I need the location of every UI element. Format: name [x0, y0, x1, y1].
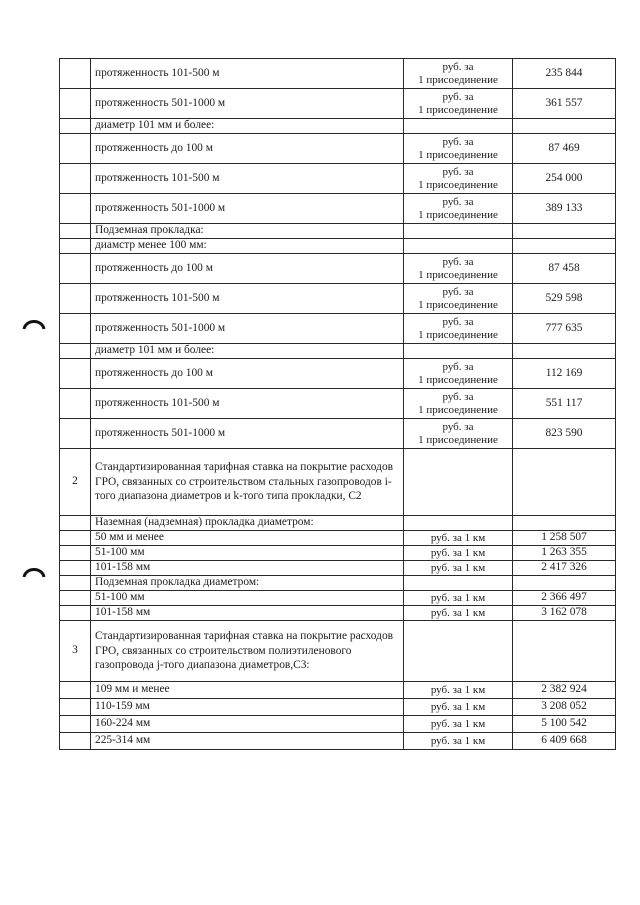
- table-row: [60, 89, 616, 119]
- row-number-cell: [60, 576, 91, 591]
- table-row: [60, 359, 616, 389]
- unit-cell: руб. за 1 присоединение: [404, 254, 513, 284]
- row-label: протяженность до 100 м: [91, 254, 404, 284]
- unit-cell: [404, 449, 513, 516]
- table-row: [60, 194, 616, 224]
- rate-value: 254 000: [513, 164, 616, 194]
- row-number-cell: [60, 284, 91, 314]
- row-number-cell: [60, 546, 91, 561]
- unit-cell: руб. за 1 присоединение: [404, 314, 513, 344]
- table-row: [60, 134, 616, 164]
- row-number-cell: [60, 561, 91, 576]
- rate-value: [513, 224, 616, 239]
- row-label: протяженность до 100 м: [91, 134, 404, 164]
- rate-value: [513, 621, 616, 682]
- row-number-cell: [60, 699, 91, 716]
- subheading-label: Подземная прокладка:: [91, 224, 404, 239]
- table-subheading-row: [60, 576, 616, 591]
- rate-value: 6 409 668: [513, 733, 616, 750]
- unit-cell: руб. за 1 км: [404, 546, 513, 561]
- row-number-cell: [60, 606, 91, 621]
- row-label: протяженность 101-500 м: [91, 59, 404, 89]
- unit-cell: руб. за 1 присоединение: [404, 164, 513, 194]
- subheading-label: Подземная прокладка диаметром:: [91, 576, 404, 591]
- row-number-cell: [60, 516, 91, 531]
- rate-value: 823 590: [513, 419, 616, 449]
- rate-value: 5 100 542: [513, 716, 616, 733]
- row-label: 225-314 мм: [91, 733, 404, 750]
- row-label: протяженность 101-500 м: [91, 389, 404, 419]
- row-number-cell: [60, 164, 91, 194]
- row-number-cell: [60, 591, 91, 606]
- unit-cell: [404, 516, 513, 531]
- unit-cell: руб. за 1 присоединение: [404, 59, 513, 89]
- tariff-table: [59, 58, 616, 750]
- unit-cell: руб. за 1 км: [404, 531, 513, 546]
- row-number-cell: [60, 134, 91, 164]
- section-3-header-row: [60, 621, 616, 682]
- unit-cell: [404, 239, 513, 254]
- table-row: [60, 164, 616, 194]
- unit-cell: руб. за 1 присоединение: [404, 89, 513, 119]
- rate-value: 1 263 355: [513, 546, 616, 561]
- row-number-cell: [60, 194, 91, 224]
- rate-value: 361 557: [513, 89, 616, 119]
- rate-value: 2 417 326: [513, 561, 616, 576]
- table-row: [60, 59, 616, 89]
- row-label: 51-100 мм: [91, 591, 404, 606]
- section-title: Стандартизированная тарифная ставка на покрытие расходов ГРО, связанных со строительством стальных газопроводов i-того диапазона диаметров и k-того типа прокладки, С2: [91, 449, 404, 516]
- rate-value: 112 169: [513, 359, 616, 389]
- binder-hole-mark-bottom: [22, 564, 46, 578]
- unit-cell: [404, 576, 513, 591]
- row-number-cell: [60, 733, 91, 750]
- table-subheading-row: [60, 239, 616, 254]
- rate-value: 529 598: [513, 284, 616, 314]
- table-row: [60, 682, 616, 699]
- row-number-cell: [60, 682, 91, 699]
- unit-cell: руб. за 1 присоединение: [404, 419, 513, 449]
- unit-cell: руб. за 1 присоединение: [404, 359, 513, 389]
- table-subheading-row: [60, 224, 616, 239]
- unit-cell: руб. за 1 км: [404, 591, 513, 606]
- row-label: протяженность 501-1000 м: [91, 419, 404, 449]
- row-label: 109 мм и менее: [91, 682, 404, 699]
- unit-cell: руб. за 1 присоединение: [404, 284, 513, 314]
- rate-value: 389 133: [513, 194, 616, 224]
- rate-value: 551 117: [513, 389, 616, 419]
- table-subheading-row: [60, 516, 616, 531]
- unit-cell: руб. за 1 км: [404, 699, 513, 716]
- binder-hole-mark-top: [22, 316, 46, 330]
- unit-cell: руб. за 1 км: [404, 606, 513, 621]
- row-number-cell: [60, 314, 91, 344]
- table-row: [60, 561, 616, 576]
- subheading-label: диаметр 101 мм и более:: [91, 119, 404, 134]
- table-row: [60, 606, 616, 621]
- table-row: [60, 284, 616, 314]
- row-label: протяженность 501-1000 м: [91, 314, 404, 344]
- row-label: 160-224 мм: [91, 716, 404, 733]
- unit-cell: [404, 344, 513, 359]
- rate-value: [513, 449, 616, 516]
- rate-value: 87 469: [513, 134, 616, 164]
- table-row: [60, 419, 616, 449]
- row-label: протяженность 501-1000 м: [91, 194, 404, 224]
- rate-value: [513, 239, 616, 254]
- section-number: 2: [60, 449, 91, 516]
- unit-cell: руб. за 1 присоединение: [404, 134, 513, 164]
- unit-cell: руб. за 1 км: [404, 682, 513, 699]
- row-number-cell: [60, 224, 91, 239]
- rate-value: 3 162 078: [513, 606, 616, 621]
- row-label: 50 мм и менее: [91, 531, 404, 546]
- row-number-cell: [60, 359, 91, 389]
- rate-value: [513, 576, 616, 591]
- rate-value: 87 458: [513, 254, 616, 284]
- table-subheading-row: [60, 344, 616, 359]
- row-number-cell: [60, 89, 91, 119]
- rate-value: 1 258 507: [513, 531, 616, 546]
- row-number-cell: [60, 119, 91, 134]
- table-row: [60, 389, 616, 419]
- table-row: [60, 591, 616, 606]
- table-row: [60, 546, 616, 561]
- row-number-cell: [60, 716, 91, 733]
- subheading-label: диаметр 101 мм и более:: [91, 344, 404, 359]
- row-label: протяженность 501-1000 м: [91, 89, 404, 119]
- table-subheading-row: [60, 119, 616, 134]
- unit-cell: руб. за 1 км: [404, 733, 513, 750]
- subheading-label: диамстр менее 100 мм:: [91, 239, 404, 254]
- rate-value: 235 844: [513, 59, 616, 89]
- row-label: 51-100 мм: [91, 546, 404, 561]
- rate-value: 2 382 924: [513, 682, 616, 699]
- rate-value: 777 635: [513, 314, 616, 344]
- rate-value: 3 208 052: [513, 699, 616, 716]
- unit-cell: [404, 621, 513, 682]
- row-label: протяженность 101-500 м: [91, 164, 404, 194]
- row-number-cell: [60, 419, 91, 449]
- unit-cell: [404, 119, 513, 134]
- table-row: [60, 733, 616, 750]
- row-number-cell: [60, 531, 91, 546]
- table-row: [60, 314, 616, 344]
- section-2-header-row: [60, 449, 616, 516]
- row-number-cell: [60, 254, 91, 284]
- rate-value: [513, 119, 616, 134]
- row-number-cell: [60, 59, 91, 89]
- subheading-label: Наземная (надземная) прокладка диаметром:: [91, 516, 404, 531]
- unit-cell: руб. за 1 км: [404, 716, 513, 733]
- row-number-cell: [60, 344, 91, 359]
- unit-cell: руб. за 1 присоединение: [404, 194, 513, 224]
- rate-value: 2 366 497: [513, 591, 616, 606]
- rate-value: [513, 344, 616, 359]
- table-row: [60, 699, 616, 716]
- table-row: [60, 254, 616, 284]
- section-number: 3: [60, 621, 91, 682]
- row-label: 101-158 мм: [91, 606, 404, 621]
- rate-value: [513, 516, 616, 531]
- unit-cell: руб. за 1 присоединение: [404, 389, 513, 419]
- row-label: 110-159 мм: [91, 699, 404, 716]
- section-title: Стандартизированная тарифная ставка на покрытие расходов ГРО, связанных со строительством полиэтиленового газопровода j-того диапазона диаметров,С3:: [91, 621, 404, 682]
- row-number-cell: [60, 239, 91, 254]
- row-label: протяженность 101-500 м: [91, 284, 404, 314]
- table-row: [60, 716, 616, 733]
- row-label: протяженность до 100 м: [91, 359, 404, 389]
- unit-cell: [404, 224, 513, 239]
- table-row: [60, 531, 616, 546]
- unit-cell: руб. за 1 км: [404, 561, 513, 576]
- row-label: 101-158 мм: [91, 561, 404, 576]
- row-number-cell: [60, 389, 91, 419]
